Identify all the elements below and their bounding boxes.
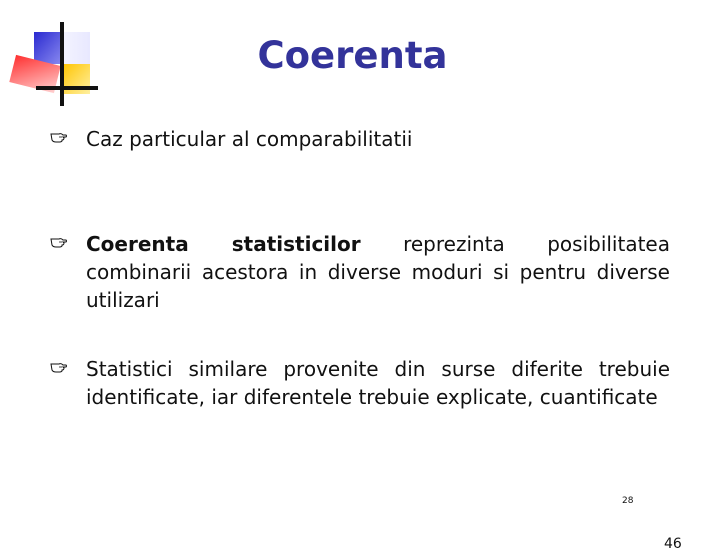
page-number: 46 (664, 536, 682, 552)
list-item-text (86, 230, 670, 314)
footnote-number: 28 (622, 496, 634, 506)
list-item-body: Caz particular al comparabilitatii (86, 127, 413, 151)
pointing-hand-bullet-icon (50, 130, 68, 144)
list-item-text (86, 125, 670, 153)
list-item-body: reprezinta posibilitatea combinarii acestora in diverse moduri si pentru diverse utilizari (86, 232, 670, 312)
pointing-hand-bullet-icon (50, 360, 68, 374)
list-item-text (86, 355, 670, 411)
pointing-hand-bullet-icon (50, 235, 68, 249)
list-item-emphasis: Coerenta statisticilor (86, 232, 361, 256)
slide-title: Coerenta (257, 34, 448, 77)
list-item-body: Statistici similare provenite din surse diferite trebuie identificate, iar diferentele trebuie explicate, cuantificate (86, 357, 670, 409)
